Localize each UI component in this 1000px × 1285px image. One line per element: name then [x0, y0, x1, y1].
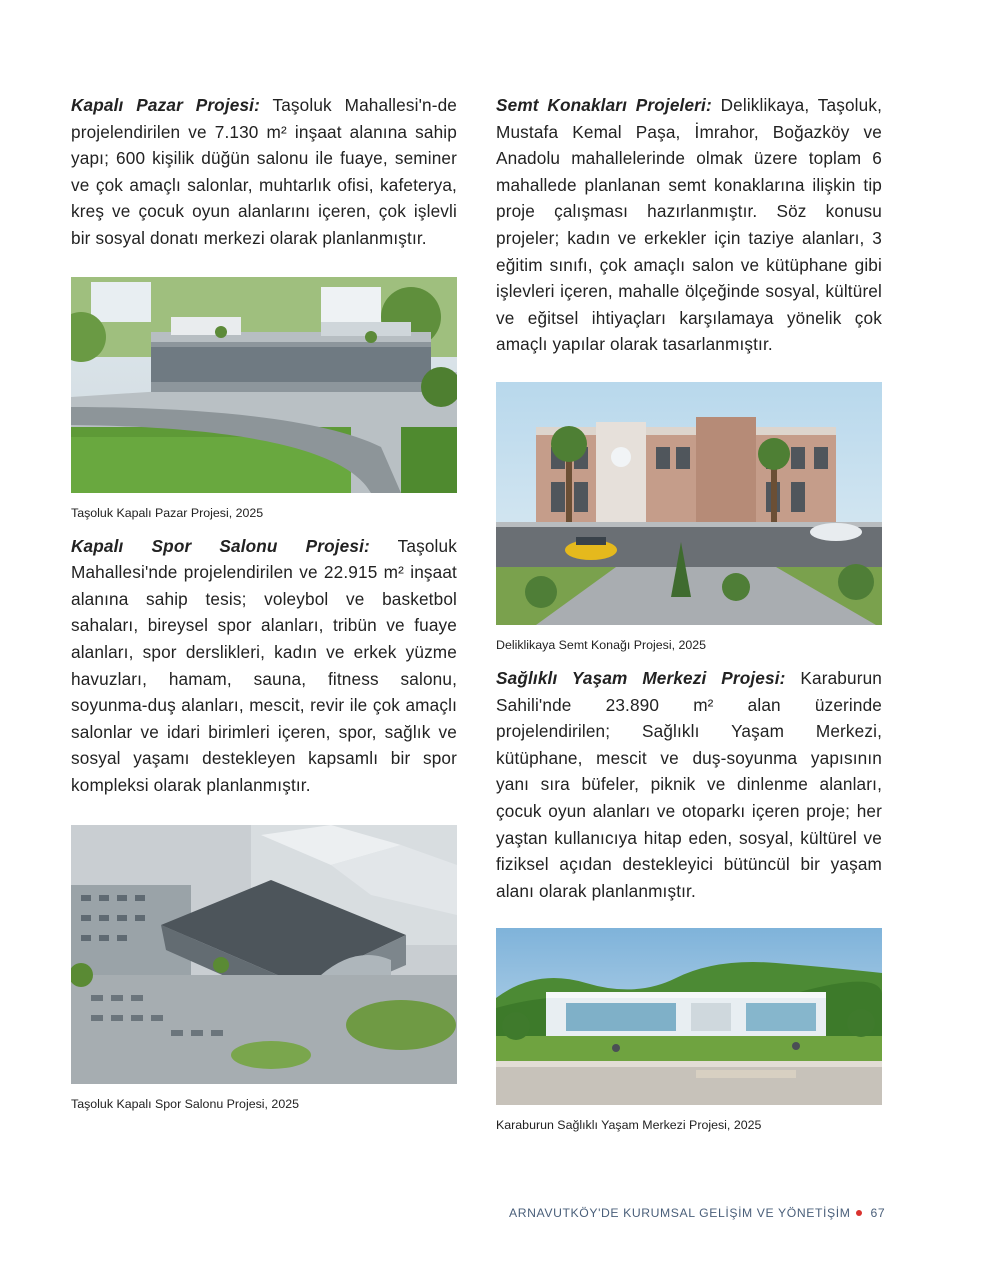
spor-title: Kapalı Spor Salonu Projesi: [71, 535, 370, 556]
spor-paragraph [71, 533, 457, 799]
page-number: 67 [870, 1206, 886, 1220]
konak-body: Deliklikaya, Taşoluk, Mustafa Kemal Paşa, İmrahor, Boğazköy ve Anadolu mahallelerinde olmak üzere toplam 6 mahallede planlanan semt konaklarına ilişkin tip proje çalışması hazırlanmıştır. Söz konusu projeler; kadın ve erkekler için taziye alanları, 3 eğitim sınıfı, çok amaçlı salon ve kütüphane gibi işlevleri içeren, mahalle ölçeğinde sosyal, kültürel ve eğitsel ihtiyaçları karşılamaya yönelik çok amaçlı yapılar olarak tasarlanmıştır. [496, 95, 882, 355]
saglik-body: Karaburun Sahili'nde 23.890 m² alan üzerinde projelendirilen; Sağlıklı Yaşam Merkezi, kütüphane, mescit ve duş-soyunma yapısının yanı sıra büfeler, piknik ve dinlenme alanları, çocuk oyun alanları ve otoparkı içeren proje; her yaştan kullanıcıya hitap eden, sosyal, kültürel ve fiziksel açıdan destekleyici bütüncül bir yaşam alanı olarak planlanmıştır. [496, 667, 882, 901]
left-column [71, 92, 457, 1112]
pazar-image [71, 277, 457, 493]
konak-image [496, 382, 882, 625]
right-column [496, 92, 882, 1133]
footer-dot-icon [856, 1210, 862, 1216]
page-footer [509, 1206, 885, 1220]
konak-caption: Deliklikaya Semt Konağı Projesi, 2025 [496, 637, 707, 652]
konak-paragraph [496, 92, 882, 358]
konak-title: Semt Konakları Projeleri: [496, 95, 712, 115]
saglik-paragraph [496, 665, 882, 904]
spor-caption: Taşoluk Kapalı Spor Salonu Projesi, 2025 [71, 1096, 299, 1111]
spor-body: Taşoluk Mahallesi'nde projelendirilen ve 22.915 m² inşaat alanına sahip tesis; voleybol ve basketbol sahaları, bireysel spor alanları, tribün ve fuaye alanları, spor derslikleri, kadın ve erkek yüzme havuzları, hamam, sauna, fitness salonu, soyunma-duş alanları, mescit, revir ile çok amaçlı salonlar ve idari birimleri içeren, spor, sağlık ve sosyal yaşamı destekleyen kapsamlı bir spor kompleksi olarak planlanmıştır. [71, 535, 457, 795]
saglik-caption: Karaburun Sağlıklı Yaşam Merkezi Projesi, 2025 [496, 1118, 762, 1133]
footer-text: ARNAVUTKÖY'DE KURUMSAL GELİŞİM VE YÖNETİŞİM [509, 1206, 851, 1220]
saglik-title: Sağlıklı Yaşam Merkezi Projesi: [496, 667, 786, 688]
pazar-paragraph [71, 92, 457, 252]
pazar-body: Taşoluk Mahallesi'n-de projelendirilen ve 7.130 m² inşaat alanına sahip yapı; 600 kişilik düğün salonu ile fuaye, seminer ve çok amaçlı salonlar, muhtarlık ofisi, kafeterya, kreş ve çocuk oyun alanlarını içeren, çok işlevli bir sosyal donatı merkezi olarak planlanmıştır. [71, 95, 457, 248]
pazar-title: Kapalı Pazar Projesi: [71, 95, 260, 115]
saglik-image [496, 928, 882, 1105]
spor-image [71, 825, 457, 1084]
pazar-caption: Taşoluk Kapalı Pazar Projesi, 2025 [71, 505, 264, 520]
